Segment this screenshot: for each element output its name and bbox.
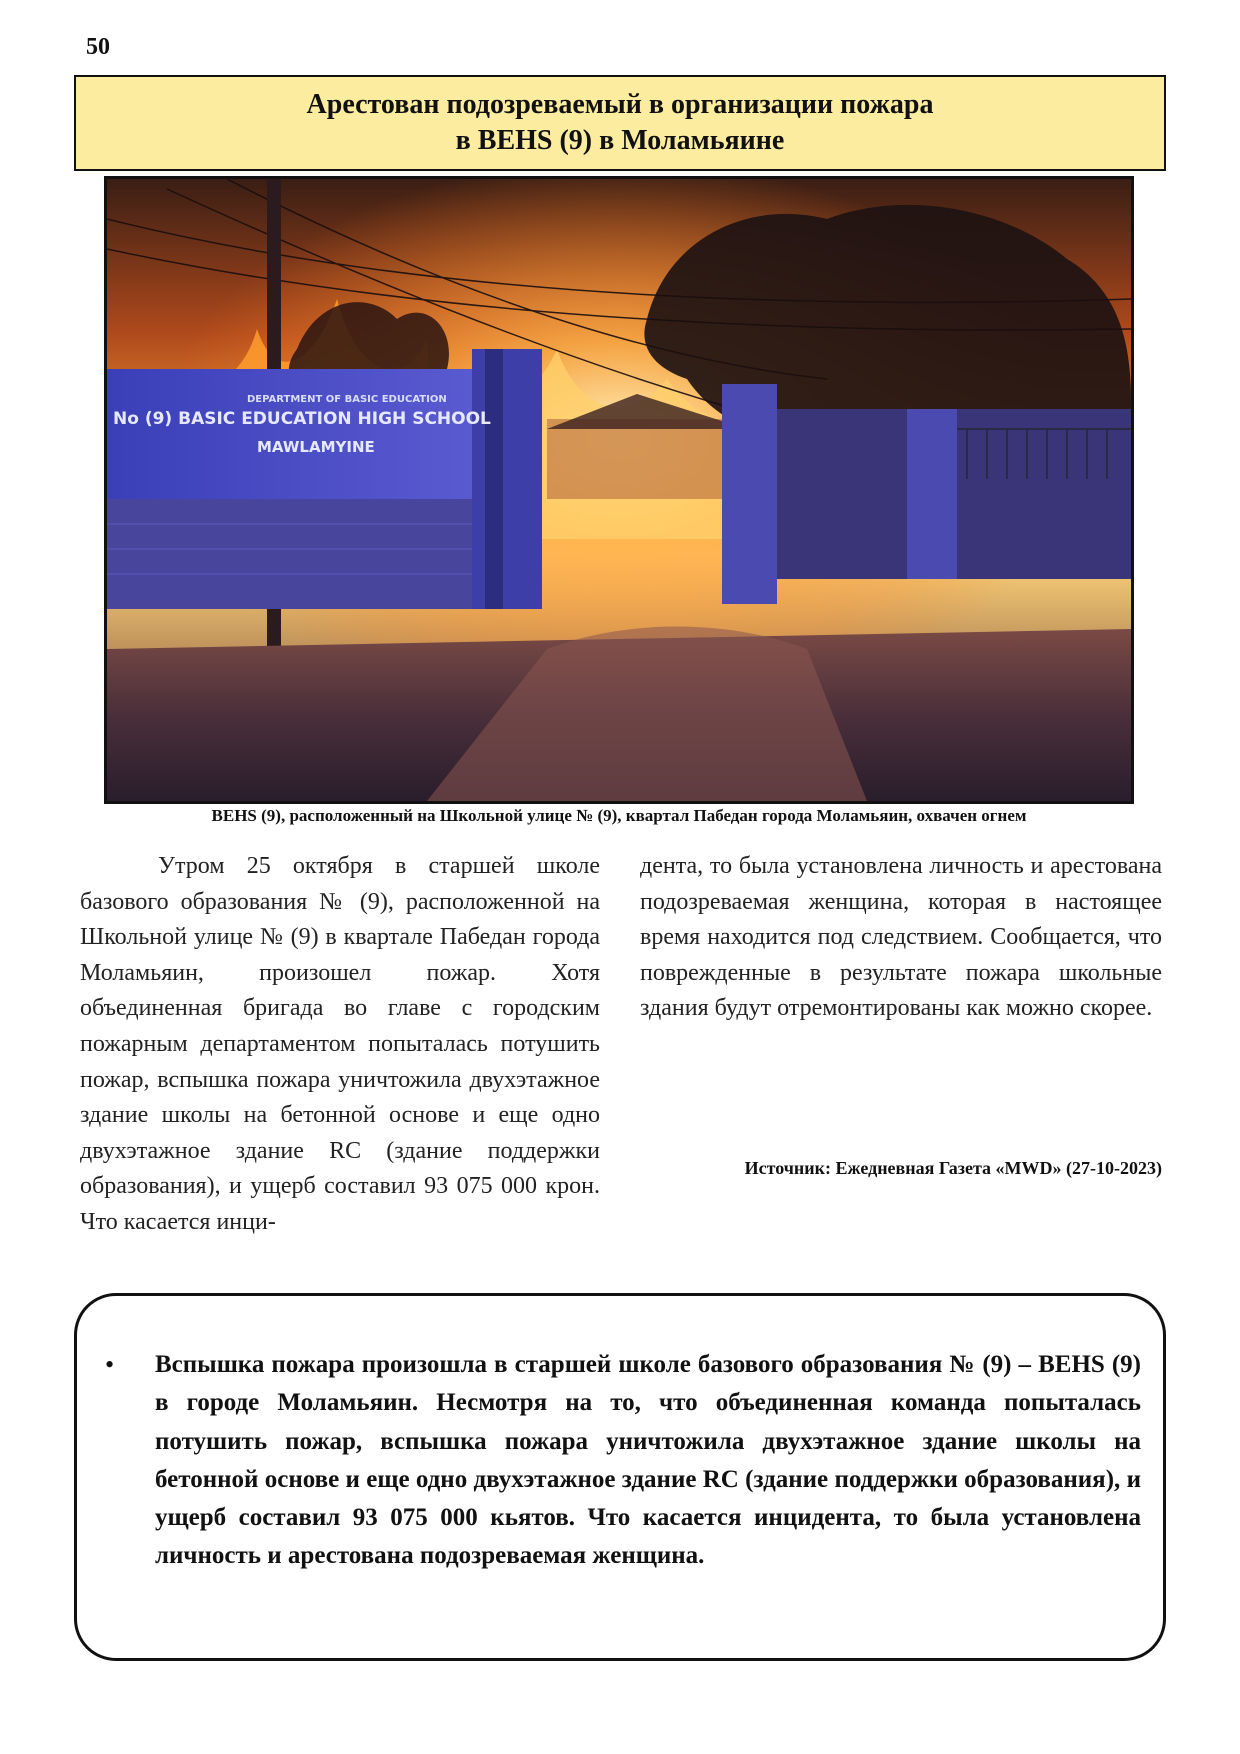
title-line-1: Арестован подозреваемый в организации пожара [306, 89, 934, 120]
summary-box [74, 1293, 1166, 1661]
summary-item [99, 1346, 1141, 1576]
sign-line-1: DEPARTMENT OF BASIC EDUCATION [247, 394, 447, 405]
sign-line-2: No (9) BASIC EDUCATION HIGH SCHOOL [113, 409, 491, 429]
photo-caption: BEHS (9), расположенный на Школьной улице № (9), квартал Пабедан города Моламьяин, охвачен огнем [211, 806, 1027, 825]
source-note: Источник: Ежедневная Газета «MWD» (27-10-2023) [744, 1158, 1162, 1178]
fire-scene-illustration [107, 179, 1131, 801]
sign-line-3: MAWLAMYINE [257, 438, 375, 456]
title-line-2: в BEHS (9) в Моламьяине [455, 125, 785, 156]
summary-text: Вспышка пожара произошла в старшей школе базового образования № (9) – BEHS (9) в городе Моламьяин. Несмотря на то, что объединенная команда попыталась потушить пожар, вспышка пожара уничтожила двухэтажное здание школы на бетонной основе и еще одно двухэтажное здание RC (здание поддержки образования), и ущерб составил 93 075 000 кьятов. Что касается инцидента, то была установлена личность и арестована подозреваемая женщина. [155, 1351, 1141, 1570]
page-number: 50 [86, 34, 110, 60]
article-column-right [640, 849, 1162, 1027]
article-paragraph-left: Утром 25 октября в старшей школе базового образования № (9), расположенной на Школьной улице № (9) в квартале Пабедан города Моламьяин, произошел пожар. Хотя объединенная бригада во главе с городским пожарным департаментом попыталась потушить пожар, вспышка пожара уничтожила двухэтажное здание школы на бетонной основе и еще одно двухэтажное здание RC (здание поддержки образования), и ущерб составил 93 075 000 крон. Что касается инци- [80, 853, 600, 1235]
article-paragraph-right: дента, то была установлена личность и арестована подозреваемая женщина, которая в настоящее время находится под следствием. Сообщается, что поврежденные в результате пожара школьные здания будут отремонтированы как можно скорее. [640, 853, 1162, 1022]
bullet-icon: • [105, 1350, 115, 1379]
news-photo [104, 176, 1134, 804]
article-column-left [80, 849, 600, 1241]
article-title [74, 75, 1166, 171]
